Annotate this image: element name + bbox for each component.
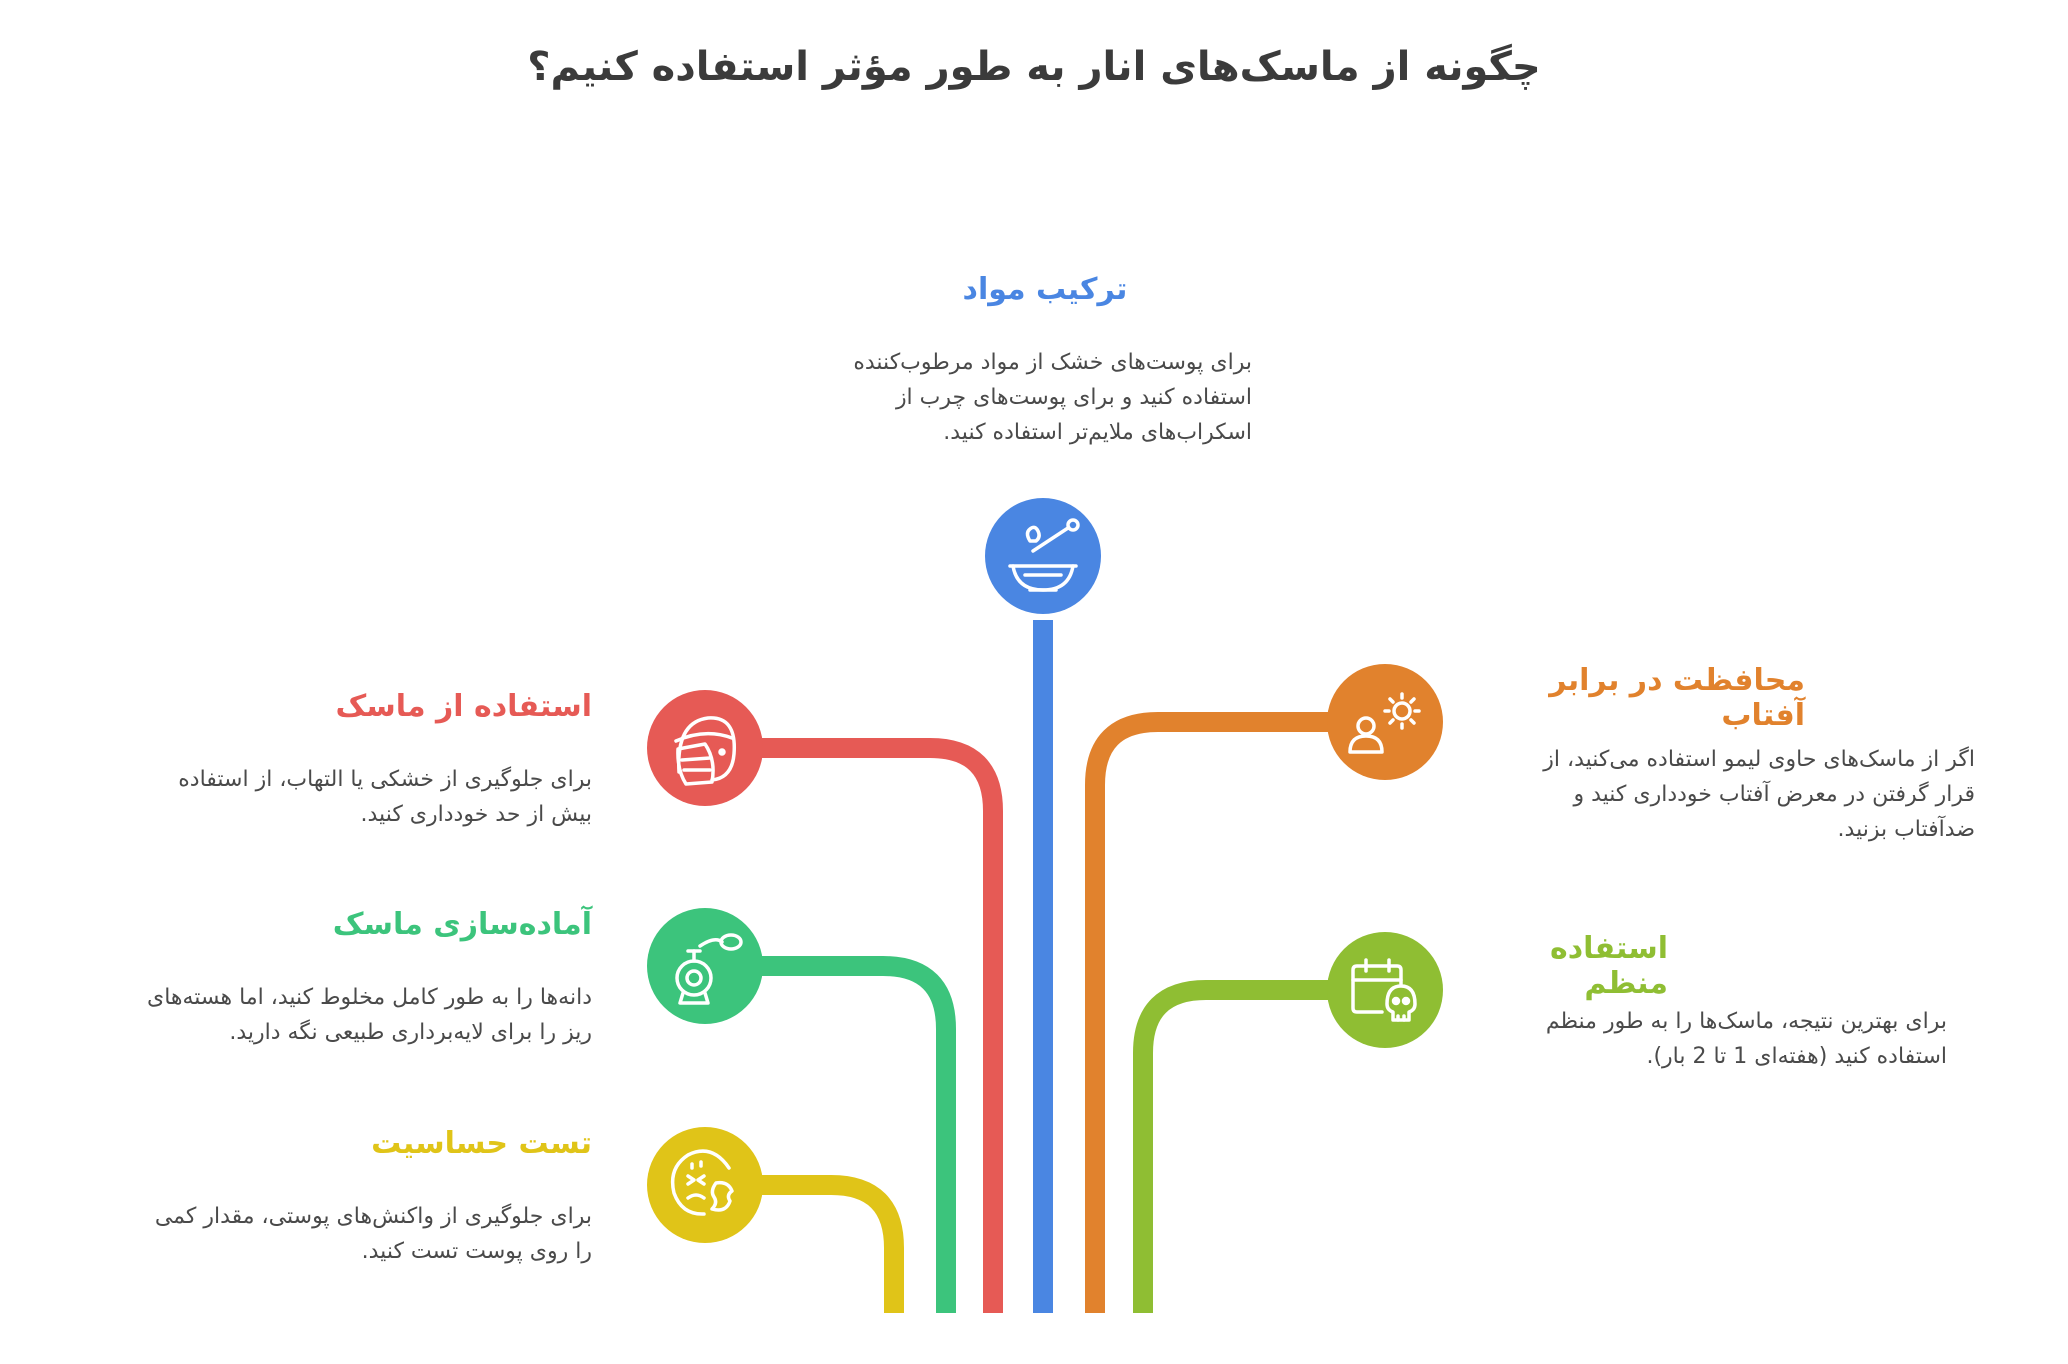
item-title-sensitivity: تست حساسیت xyxy=(371,1126,592,1161)
page-title: چگونه از ماسک‌های انار به طور مؤثر استفاده کنیم؟ xyxy=(527,44,1541,90)
desc-line: برای جلوگیری از خشکی یا التهاب، از استفاده xyxy=(178,767,592,792)
node-regular-use xyxy=(1327,932,1443,1048)
item-desc-mask-usage xyxy=(100,762,592,832)
item-title-regular-use: استفاده منظم xyxy=(1550,931,1668,1001)
desc-line: ریز را برای لایه‌برداری طبیعی نگه دارید. xyxy=(229,1020,592,1045)
desc-line: استفاده کنید و برای پوست‌های چرب از xyxy=(895,385,1252,410)
item-desc-preparation xyxy=(100,980,592,1050)
node-mask-usage xyxy=(647,690,763,806)
desc-line: استفاده کنید (هفته‌ای 1 تا 2 بار). xyxy=(1646,1044,1947,1069)
node-circle xyxy=(1327,664,1443,780)
desc-line: را روی پوست تست کنید. xyxy=(361,1239,592,1264)
node-sun-protection xyxy=(1327,664,1443,780)
desc-line: بیش از حد خودداری کنید. xyxy=(360,802,592,827)
desc-line: برای پوست‌های خشک از مواد مرطوب‌کننده xyxy=(853,350,1252,375)
item-title-mask-usage: استفاده از ماسک xyxy=(335,689,592,724)
node-preparation xyxy=(647,908,763,1024)
desc-line: قرار گرفتن در معرض آفتاب خودداری کنید و xyxy=(1573,782,1975,807)
node-circle xyxy=(1327,932,1443,1048)
item-title-ingredients: ترکیب مواد xyxy=(962,272,1128,307)
line-regular-use xyxy=(1143,990,1349,1313)
node-circle xyxy=(985,498,1101,614)
node-circle xyxy=(647,690,763,806)
desc-line: اگر از ماسک‌های حاوی لیمو استفاده می‌کنید، از xyxy=(1543,747,1975,772)
item-title-preparation: آماده‌سازی ماسک xyxy=(332,907,592,942)
desc-line: برای جلوگیری از واکنش‌های پوستی، مقدار کمی xyxy=(154,1204,592,1229)
desc-line: اسکراب‌های ملایم‌تر استفاده کنید. xyxy=(943,420,1252,445)
desc-line: ضدآفتاب بزنید. xyxy=(1837,817,1975,842)
node-sensitivity xyxy=(647,1127,763,1243)
line-preparation xyxy=(745,966,946,1313)
desc-line: دانه‌ها را به طور کامل مخلوط کنید، اما هسته‌های xyxy=(146,985,592,1010)
item-title-sun-protection: محافظت در برابر آفتاب xyxy=(1549,663,1805,733)
line-sensitivity xyxy=(745,1185,894,1313)
item-desc-sun-protection xyxy=(1495,742,1975,847)
item-desc-ingredients xyxy=(810,345,1252,450)
desc-line: برای بهترین نتیجه، ماسک‌ها را به طور منظم xyxy=(1545,1009,1947,1034)
node-ingredients xyxy=(985,498,1101,614)
item-desc-regular-use xyxy=(1495,1004,1947,1074)
item-desc-sensitivity xyxy=(100,1199,592,1269)
